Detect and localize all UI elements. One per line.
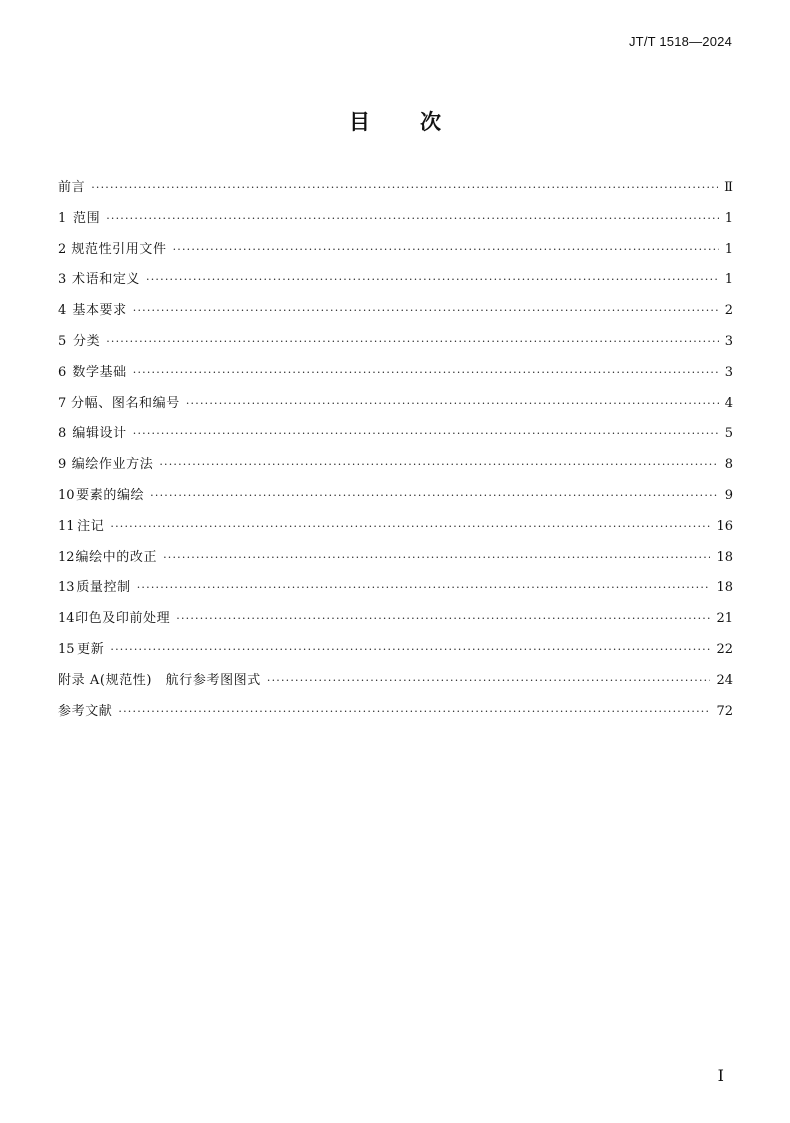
- toc-entry-page: 8: [724, 457, 733, 473]
- toc-entry-number: 2: [58, 241, 67, 257]
- toc-entry-label: 附录 A(规范性) 航行参考图图式: [58, 672, 261, 688]
- toc-entry-label: 编绘中的改正: [75, 549, 158, 565]
- toc-entry-page: 22: [716, 641, 733, 657]
- toc-entry[interactable]: [58, 638, 733, 669]
- table-of-contents: [58, 176, 733, 730]
- toc-entry-page: 5: [724, 426, 733, 442]
- toc-entry[interactable]: [58, 576, 733, 607]
- toc-entry-label: 更新: [77, 641, 105, 657]
- toc-entry-number: 10: [58, 487, 75, 503]
- toc-entry-page: 18: [716, 549, 733, 565]
- toc-entry-label: 质量控制: [76, 580, 131, 596]
- toc-entry-page: 18: [716, 580, 733, 596]
- toc-leader-dots: [176, 612, 710, 625]
- toc-entry-label: 编绘作业方法: [71, 457, 154, 473]
- toc-entry[interactable]: [58, 546, 733, 577]
- toc-leader-dots: [186, 397, 719, 410]
- toc-entry-label: 编辑设计: [72, 426, 127, 442]
- toc-entry[interactable]: [58, 392, 733, 423]
- toc-entry-number: 13: [58, 580, 75, 596]
- toc-entry-page: 3: [724, 364, 733, 380]
- toc-entry[interactable]: [58, 299, 733, 330]
- toc-entry[interactable]: [58, 238, 733, 269]
- page-title: 目次: [349, 110, 491, 134]
- toc-entry-page: 4: [724, 395, 733, 411]
- toc-entry-number: 7: [58, 395, 67, 411]
- toc-entry-page: 1: [724, 241, 733, 257]
- toc-entry-number: 12: [58, 549, 75, 565]
- toc-leader-dots: [163, 551, 710, 564]
- toc-leader-dots: [118, 705, 710, 718]
- toc-entry-page: 9: [724, 487, 733, 503]
- toc-entry-number: 1: [58, 210, 67, 226]
- toc-entry-page: 24: [716, 672, 733, 688]
- toc-entry-number: 9: [58, 457, 67, 473]
- standard-code: JT/T 1518—2024: [628, 34, 732, 49]
- toc-leader-dots: [159, 458, 718, 471]
- toc-entry-number: 8: [58, 426, 67, 442]
- toc-entry-page: 72: [716, 703, 733, 719]
- toc-entry-label: 范围: [73, 210, 101, 226]
- toc-entry-number: 4: [58, 303, 67, 319]
- toc-entry-page: Ⅱ: [724, 180, 733, 195]
- toc-leader-dots: [133, 366, 719, 379]
- toc-leader-dots: [133, 427, 719, 440]
- toc-entry-label: 基本要求: [72, 303, 127, 319]
- toc-entry-label: 数学基础: [72, 364, 127, 380]
- toc-entry[interactable]: [58, 268, 733, 299]
- toc-entry[interactable]: [58, 515, 733, 546]
- toc-entry-page: 3: [724, 333, 733, 349]
- toc-leader-dots: [110, 520, 710, 533]
- toc-entry[interactable]: [58, 422, 733, 453]
- toc-leader-dots: [106, 212, 719, 225]
- toc-entry-number: 14: [58, 611, 75, 627]
- toc-entry[interactable]: [58, 669, 733, 700]
- toc-entry-number: 3: [58, 272, 67, 288]
- toc-entry-number: 5: [58, 333, 67, 349]
- toc-leader-dots: [106, 335, 719, 348]
- toc-entry[interactable]: [58, 176, 733, 207]
- toc-entry-label: 要素的编绘: [76, 487, 145, 503]
- toc-leader-dots: [267, 674, 711, 687]
- toc-entry-page: 2: [724, 303, 733, 319]
- toc-leader-dots: [146, 273, 719, 286]
- toc-entry[interactable]: [58, 207, 733, 238]
- toc-entry[interactable]: [58, 453, 733, 484]
- toc-leader-dots: [137, 581, 711, 594]
- toc-leader-dots: [173, 243, 719, 256]
- toc-leader-dots: [133, 304, 719, 317]
- toc-entry[interactable]: [58, 607, 733, 638]
- toc-entry-page: 21: [716, 611, 733, 627]
- toc-entry-page: 1: [724, 210, 733, 226]
- toc-entry-label: 规范性引用文件: [71, 241, 167, 257]
- toc-entry-page: 1: [724, 272, 733, 288]
- toc-leader-dots: [91, 181, 718, 194]
- toc-entry[interactable]: [58, 330, 733, 361]
- toc-entry-label: 分幅、图名和编号: [71, 395, 180, 411]
- toc-entry-number: 15: [58, 641, 75, 657]
- toc-entry-label: 印色及印前处理: [75, 611, 171, 627]
- toc-leader-dots: [150, 489, 719, 502]
- toc-entry[interactable]: [58, 361, 733, 392]
- toc-entry-number: 6: [58, 364, 67, 380]
- toc-entry-label: 术语和定义: [72, 272, 141, 288]
- toc-entry-label: 参考文献: [58, 703, 113, 719]
- toc-leader-dots: [110, 643, 710, 656]
- toc-entry-label: 注记: [77, 518, 105, 534]
- toc-entry-label: 前言: [58, 180, 86, 195]
- page-number: I: [717, 1066, 724, 1085]
- toc-entry-page: 16: [716, 518, 733, 534]
- toc-entry[interactable]: [58, 700, 733, 731]
- toc-entry[interactable]: [58, 484, 733, 515]
- toc-entry-number: 11: [58, 518, 75, 534]
- toc-entry-label: 分类: [73, 333, 101, 349]
